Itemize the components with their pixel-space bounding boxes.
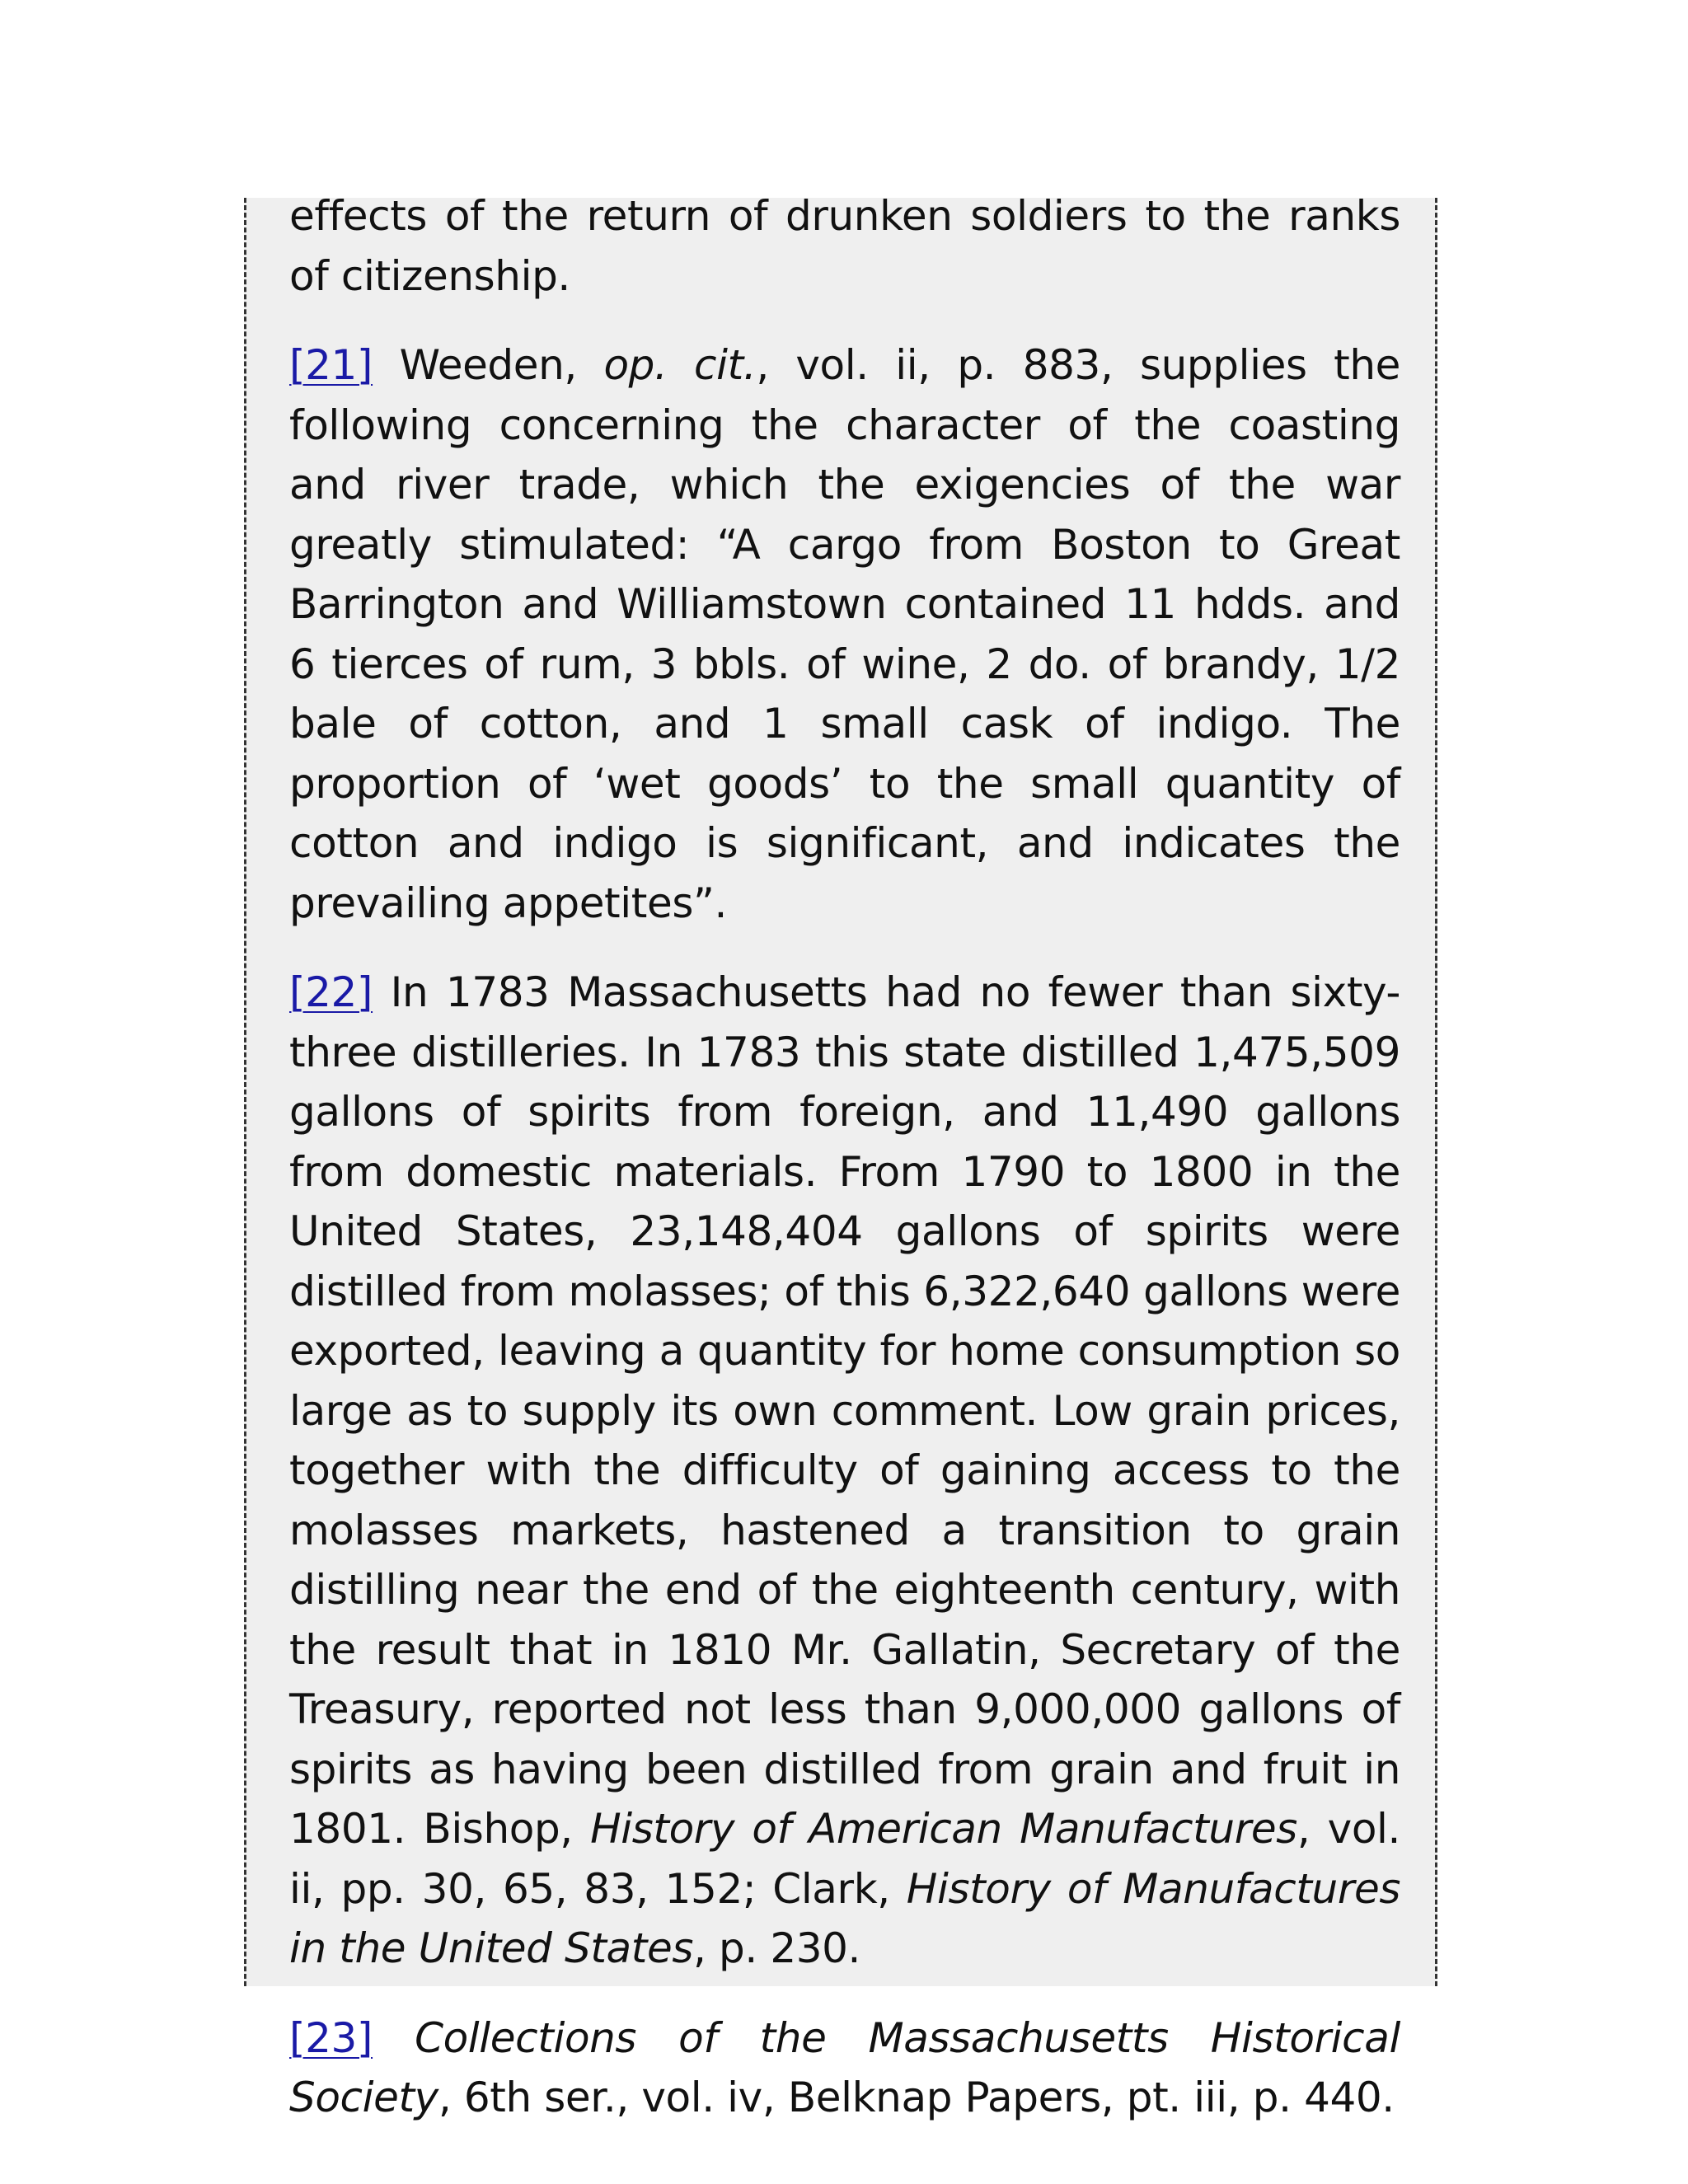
footnote-23-text-2: , 6th ser., vol. iv, Belknap Papers, pt. iii, p. 440. [438, 2074, 1395, 2121]
footnotes-section [244, 192, 1437, 2121]
footnote-22-ref-link[interactable]: [22] [289, 968, 373, 1016]
footnote-22-text-1: In 1783 Massachusetts had no fewer than sixty-three distilleries. In 1783 this state distilled 1,475,509 gallons of spirits from foreign, and 11,490 gallons from domestic materials. From 1790 to 1800 in the United States, 23,148,404 gallons of spirits were distilled from molasses; of this 6,322,640 gallons were exported, leaving a quantity for home consumption so large as to supply its own comment. Low grain prices, together with the difficulty of gaining access to the molasses markets, hastened a transition to grain distilling near the end of the eighteenth century, with the result that in 1810 Mr. Gallatin, Secretary of the Treasury, reported not less than 9,000,000 gallons of spirits as having been distilled from grain and fruit in 1801. Bishop, [289, 968, 1400, 1853]
footnote-22-text-2: , vol. ii, pp. 30, 65, 83, 152; Clark, [289, 1805, 1401, 1913]
footnote-22-italic-1: History of American Manufactures [590, 1805, 1297, 1853]
footnote-21-ref-link[interactable]: [21] [289, 341, 373, 389]
footnote-22-text-3: , p. 230. [693, 1924, 861, 1972]
footnote-21 [289, 335, 1400, 933]
footnote-continuation [289, 186, 1400, 306]
footnote-22-italic-2: History of Manufactures in the United States [289, 1864, 1401, 1972]
footnote-22 [289, 963, 1400, 1979]
footnote-continuation-text: effects of the return of drunken soldiers to the ranks of citizenship. [289, 192, 1400, 300]
footnote-23-text-1 [373, 2014, 415, 2062]
footnote-23-italic-1: Collections of the Massachusetts Historical Society [289, 2013, 1400, 2121]
footnote-21-text-2: , vol. ii, p. 883, supplies the following concerning the character of the coasting and river trade, which the exigencies of the war greatly stimulated: “A cargo from Boston to Great Barrington and Williamstown contained 11 hdds. and 6 tierces of rum, 3 bbls. of wine, 2 do. of brandy, 1/2 bale of cotton, and 1 small cask of indigo. The proportion of ‘wet goods’ to the small quantity of cotton and indigo is significant, and indicates the prevailing appetites”. [289, 341, 1400, 927]
footnote-23-ref-link[interactable]: [23] [289, 2013, 373, 2062]
footnote-21-text-1: Weeden, [373, 341, 604, 389]
footnote-21-italic-1: op. cit. [603, 341, 757, 389]
footnotes-content [289, 192, 1401, 2128]
footnote-23 [289, 2008, 1400, 2128]
